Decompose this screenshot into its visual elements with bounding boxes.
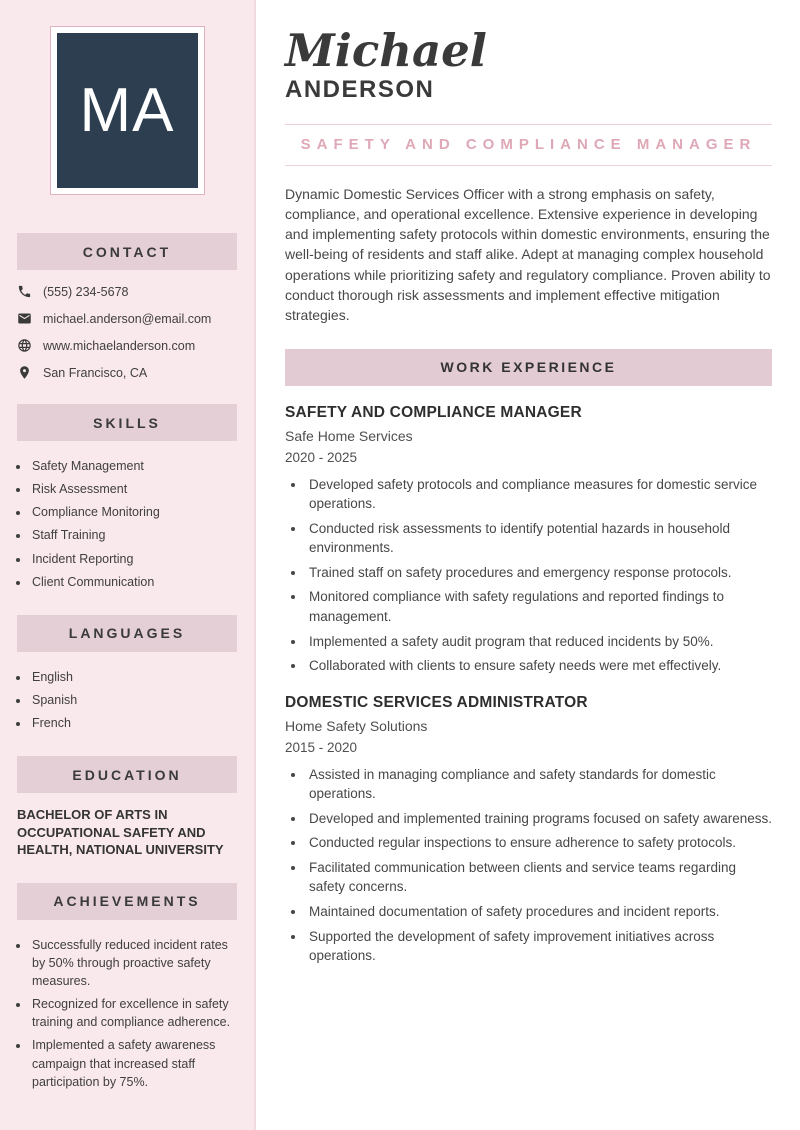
contact-section-title: CONTACT: [17, 233, 237, 270]
job-bullet: • Maintained documentation of safety procedures and incident reports.: [306, 902, 772, 922]
job-entry-2: [285, 694, 772, 966]
first-name: Michael: [285, 24, 487, 77]
job-title-band: [285, 124, 772, 166]
skill-item: • Incident Reporting: [30, 550, 237, 568]
job-bullet: • Conducted regular inspections to ensure adherence to safety protocols.: [306, 833, 772, 853]
main-content: [256, 0, 800, 1130]
job-bullet: • Supported the development of safety improvement initiatives across operations.: [306, 927, 772, 966]
contact-list: [17, 284, 237, 380]
achievements-list: [30, 936, 237, 1091]
monogram-initials: MA: [57, 33, 198, 188]
job-company: Safe Home Services: [285, 427, 413, 444]
professional-summary: Dynamic Domestic Services Officer with a strong emphasis on safety, compliance, and operational excellence. Extensive experience in developing and implementing safety protocols within domestic environments, ensuring the well-being of residents and staff alike. Adept at managing complex household operations while prioritizing safety and regulatory compliance. Proven ability to conduct thorough risk assessments and implement effective mitigation strategies.: [285, 185, 771, 324]
job-bullet: • Conducted risk assessments to identify potential hazards in household environments.: [306, 519, 772, 558]
job-bullet-list: [306, 475, 772, 676]
language-item: • English: [30, 668, 237, 686]
languages-section-title: LANGUAGES: [17, 615, 237, 652]
achievement-item: • Implemented a safety awareness campaign that increased staff participation by 75%.: [30, 1036, 237, 1090]
languages-list: [30, 668, 237, 732]
work-experience-header: WORK EXPERIENCE: [285, 349, 772, 386]
languages-section: [0, 615, 254, 732]
last-name: ANDERSON: [285, 75, 435, 103]
website-url: www.michaelanderson.com: [43, 338, 196, 353]
header: [285, 26, 772, 166]
job-title: SAFETY AND COMPLIANCE MANAGER: [300, 135, 757, 153]
job-bullet: • Developed safety protocols and compliance measures for domestic service operations.: [306, 475, 772, 514]
contact-item-website: [17, 338, 237, 353]
contact-item-email: [17, 311, 237, 326]
job-company: Home Safety Solutions: [285, 717, 428, 734]
skill-item: • Safety Management: [30, 457, 237, 475]
education-section: [0, 756, 254, 859]
language-item: • French: [30, 714, 237, 732]
job-bullet: • Developed and implemented training programs focused on safety awareness.: [306, 809, 772, 829]
skill-item: • Risk Assessment: [30, 480, 237, 498]
achievement-item: • Successfully reduced incident rates by 50% through proactive safety measures.: [30, 936, 237, 990]
location-icon: [17, 365, 32, 380]
email-address: michael.anderson@email.com: [43, 311, 212, 326]
contact-section: [0, 233, 254, 380]
email-icon: [17, 311, 32, 326]
skills-section-title: SKILLS: [17, 404, 237, 441]
location-text: San Francisco, CA: [43, 365, 148, 380]
skills-list: [30, 457, 237, 591]
language-item: • Spanish: [30, 691, 237, 709]
education-degree: BACHELOR OF ARTS IN OCCUPATIONAL SAFETY AND HEALTH, NATIONAL UNIVERSITY: [17, 807, 224, 858]
achievement-item: • Recognized for excellence in safety training and compliance adherence.: [30, 995, 237, 1031]
job-dates: 2015 - 2020: [285, 739, 358, 755]
skill-item: • Client Communication: [30, 573, 237, 591]
achievements-section: [0, 883, 254, 1091]
skill-item: • Compliance Monitoring: [30, 503, 237, 521]
job-bullet: • Trained staff on safety procedures and emergency response protocols.: [306, 563, 772, 583]
phone-number: (555) 234-5678: [43, 284, 129, 299]
phone-icon: [17, 284, 32, 299]
job-bullet: • Collaborated with clients to ensure safety needs were met effectively.: [306, 656, 772, 676]
achievements-section-title: ACHIEVEMENTS: [17, 883, 237, 920]
job-bullet: • Implemented a safety audit program that reduced incidents by 50%.: [306, 632, 772, 652]
sidebar: [0, 0, 256, 1130]
monogram-avatar: [50, 26, 205, 195]
job-role: DOMESTIC SERVICES ADMINISTRATOR: [285, 693, 588, 711]
skill-item: • Staff Training: [30, 526, 237, 544]
globe-icon: [17, 338, 32, 353]
job-bullet: • Monitored compliance with safety regulations and reported findings to management.: [306, 587, 772, 626]
job-bullet: • Facilitated communication between clients and service teams regarding safety concerns.: [306, 858, 772, 897]
job-bullet-list: [306, 765, 772, 966]
job-role: SAFETY AND COMPLIANCE MANAGER: [285, 403, 582, 421]
contact-item-location: [17, 365, 237, 380]
job-dates: 2020 - 2025: [285, 449, 358, 465]
contact-item-phone: [17, 284, 237, 299]
education-section-title: EDUCATION: [17, 756, 237, 793]
job-entry-1: [285, 404, 772, 676]
job-bullet: • Assisted in managing compliance and safety standards for domestic operations.: [306, 765, 772, 804]
skills-section: [0, 404, 254, 591]
